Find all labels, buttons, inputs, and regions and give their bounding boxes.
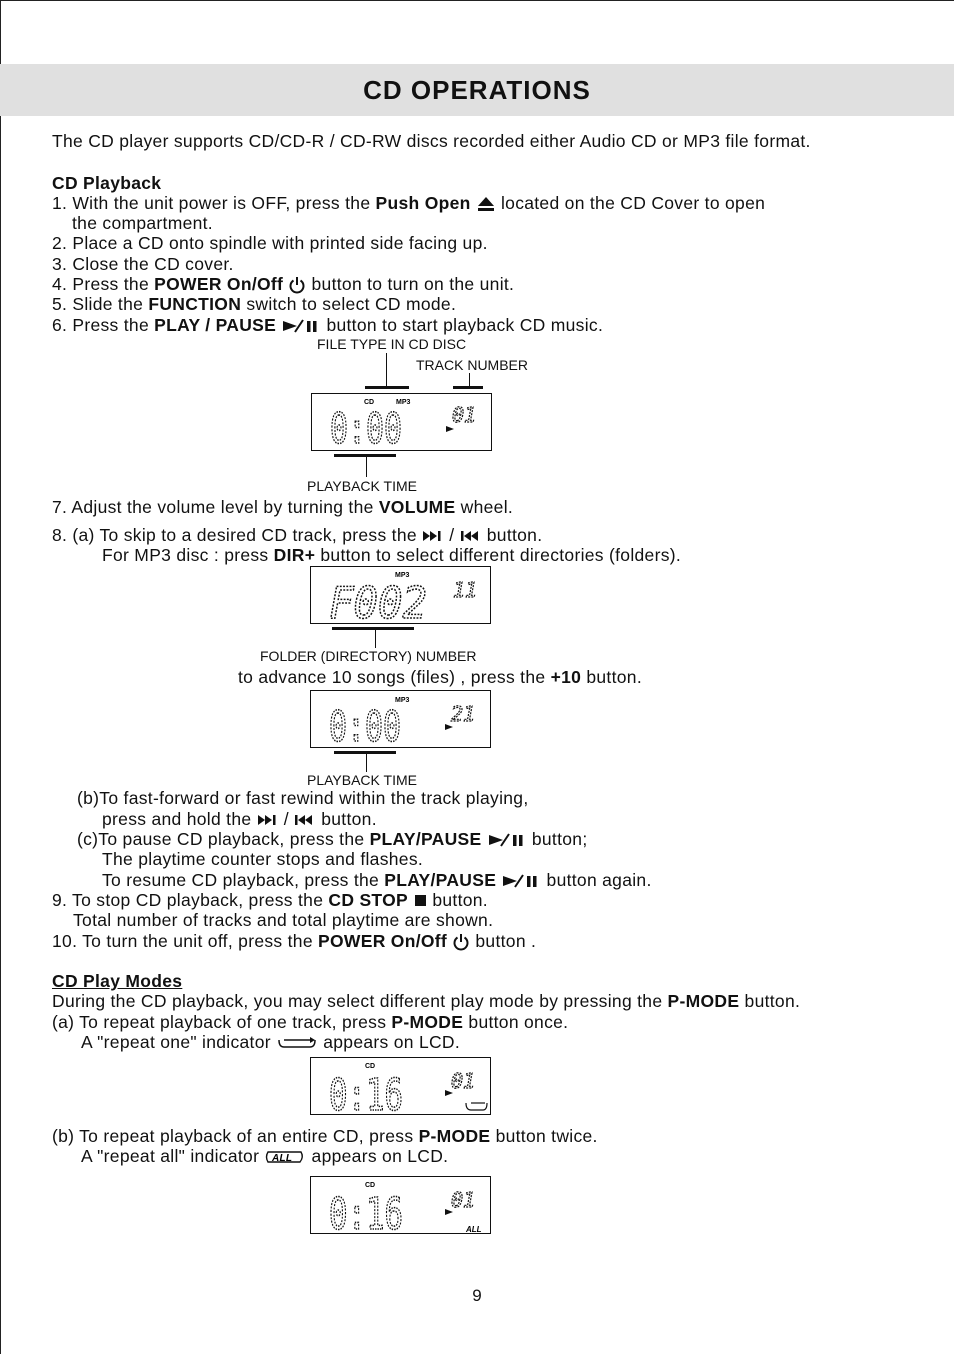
step-8c-resume xyxy=(102,870,652,890)
step-7-text: 7. Adjust the volume level by turning the xyxy=(52,497,374,517)
lcd2-ind-mp3: MP3 xyxy=(395,572,410,579)
step-10-text-end: button . xyxy=(475,931,537,951)
step-9-text: 9. To stop CD playback, press the xyxy=(52,890,324,910)
folder-bar xyxy=(332,627,414,630)
step-10-text: 10. To turn the unit off, press the xyxy=(52,931,313,951)
lcd2-main-digits: F002 xyxy=(329,578,427,625)
lcd-display-5 xyxy=(310,1176,491,1234)
lcd3-ind-mp3: MP3 xyxy=(395,697,410,704)
step-5-text-end: switch to select CD mode. xyxy=(246,294,457,314)
step-6-text: 6. Press the xyxy=(52,315,149,335)
lcd-display-3 xyxy=(310,690,491,748)
power-icon xyxy=(288,276,306,294)
modes-intro-text-end: button. xyxy=(744,991,801,1011)
dir-text-end: button to select different directories (folders). xyxy=(320,545,682,565)
mode-a-indicator xyxy=(81,1032,460,1052)
track-bar xyxy=(453,386,483,389)
cd-stop-label: CD STOP xyxy=(328,890,408,910)
play-pause-icon xyxy=(501,873,541,889)
repeat-one-text-end: appears on LCD. xyxy=(323,1032,461,1052)
page-border-top xyxy=(0,0,954,1)
step-2: 2. Place a CD onto spindle with printed side facing up. xyxy=(52,233,488,253)
mode-a-text: (a) To repeat playback of one track, press xyxy=(52,1012,387,1032)
step-8c-text: (c)To pause CD playback, press the xyxy=(77,829,365,849)
step-8a-mp3 xyxy=(102,545,681,565)
mp3-disc-text: For MP3 disc : xyxy=(102,545,220,565)
p-mode-label-2: P-MODE xyxy=(391,1012,464,1032)
lcd5-ind-cd: CD xyxy=(365,1182,376,1189)
step-8-plus10 xyxy=(238,667,642,687)
lcd3-main-digits: 0:00 xyxy=(329,702,401,749)
lcd1-track-digits: 01 xyxy=(452,403,477,427)
step-1 xyxy=(52,193,765,213)
playback-time-label-2: PLAYBACK TIME xyxy=(307,772,417,788)
skip-previous-icon xyxy=(460,529,482,543)
file-type-label: FILE TYPE IN CD DISC xyxy=(317,336,467,352)
mode-b-text: (b) To repeat playback of an entire CD, press xyxy=(52,1126,414,1146)
eject-icon xyxy=(476,195,496,213)
lcd1-ind-cd: CD xyxy=(364,399,375,406)
lcd4-ind-cd: CD xyxy=(365,1063,376,1070)
lcd3-track-digits: 21 xyxy=(451,702,476,726)
arrow-track xyxy=(469,373,470,386)
play-pause-icon xyxy=(487,832,527,848)
arrow-folder xyxy=(375,630,376,648)
skip-next-icon xyxy=(257,813,279,827)
playback-time-bar-2 xyxy=(334,751,396,754)
power-label-2: POWER On/Off xyxy=(318,931,448,951)
step-9-text-end: button. xyxy=(432,890,488,910)
arrow-playback-time xyxy=(366,457,367,477)
lcd-display-4 xyxy=(310,1057,491,1115)
track-number-label: TRACK NUMBER xyxy=(416,357,529,373)
skip-previous-icon xyxy=(294,813,316,827)
repeat-all-icon-text: ALL xyxy=(272,1153,293,1165)
mode-a xyxy=(52,1012,568,1032)
power-label: POWER On/Off xyxy=(154,274,284,294)
step-5 xyxy=(52,294,456,314)
play-pause-icon xyxy=(281,318,321,334)
play-pause-label: PLAY / PAUSE xyxy=(154,315,277,335)
step-8c-flash: The playtime counter stops and flashes. xyxy=(102,849,424,869)
page-title: CD OPERATIONS xyxy=(363,75,591,105)
lcd-display-2 xyxy=(310,566,491,624)
mode-b-text-end: button twice. xyxy=(495,1126,598,1146)
step-8b-cont: press and hold the / button. xyxy=(102,809,377,829)
step-10 xyxy=(52,931,536,951)
modes-heading: CD Play Modes xyxy=(52,971,183,991)
repeat-all-text: A "repeat all" indicator xyxy=(81,1146,260,1166)
step-5-text: 5. Slide the xyxy=(52,294,144,314)
mode-b-indicator xyxy=(81,1146,448,1166)
lcd5-repeat-all: ALL xyxy=(466,1225,482,1234)
lcd4-main-digits: 0:16 xyxy=(329,1070,403,1116)
step-7-text-end: wheel. xyxy=(460,497,514,517)
mode-a-text-end: button once. xyxy=(468,1012,569,1032)
file-type-bar xyxy=(365,386,409,389)
stop-icon xyxy=(413,894,427,908)
playback-heading: CD Playback xyxy=(52,173,162,193)
repeat-one-text: A "repeat one" indicator xyxy=(81,1032,271,1052)
step-7 xyxy=(52,497,513,517)
step-8a-text: 8. (a) To skip to a desired CD track, press the xyxy=(52,525,417,545)
step-8b: (b)To fast-forward or fast rewind within the track playing, xyxy=(77,788,529,808)
plus10-label: +10 xyxy=(550,667,582,687)
p-mode-label-3: P-MODE xyxy=(418,1126,491,1146)
mode-b xyxy=(52,1126,598,1146)
step-3: 3. Close the CD cover. xyxy=(52,254,234,274)
lcd2-track-digits: 11 xyxy=(453,578,478,602)
section-header xyxy=(0,64,954,116)
resume-text-end: button again. xyxy=(546,870,652,890)
lcd1-main-digits: 0:00 xyxy=(330,404,402,452)
step-8c-text-end: button; xyxy=(531,829,588,849)
play-pause-label-2: PLAY/PAUSE xyxy=(369,829,482,849)
arrow-playback-time-2 xyxy=(366,754,367,772)
lcd1-ind-mp3: MP3 xyxy=(396,399,411,406)
page-border-left xyxy=(0,0,1,1354)
step-8b-text-end: button. xyxy=(321,809,377,829)
lcd5-track-digits: 01 xyxy=(451,1188,476,1212)
step-9 xyxy=(52,890,488,910)
page-number: 9 xyxy=(472,1286,482,1305)
intro-text: The CD player supports CD/CD-R / CD-RW discs recorded either Audio CD or MP3 file format. xyxy=(52,131,811,151)
playback-time-bar xyxy=(334,454,396,457)
lcd5-main-digits: 0:16 xyxy=(329,1189,403,1235)
step-9-cont: Total number of tracks and total playtime are shown. xyxy=(73,910,494,930)
power-icon xyxy=(452,933,470,951)
step-1-text-end: located on the CD Cover to open xyxy=(500,193,766,213)
lcd4-track-digits: 01 xyxy=(451,1069,476,1093)
volume-label: VOLUME xyxy=(378,497,456,517)
skip-next-icon xyxy=(422,529,444,543)
repeat-all-icon xyxy=(264,1149,306,1165)
modes-intro-text: During the CD playback, you may select different play mode by pressing the xyxy=(52,991,663,1011)
lcd-display-1 xyxy=(311,393,492,451)
step-8a-text-end: button. xyxy=(486,525,543,545)
step-4-text: 4. Press the xyxy=(52,274,149,294)
press-text: press xyxy=(224,545,269,565)
repeat-one-icon xyxy=(276,1036,318,1050)
step-8b-text: press and hold the xyxy=(102,809,252,829)
lcd4-repeat-one-icon xyxy=(466,1103,487,1110)
step-8a: 8. (a) To skip to a desired CD track, press the / button. xyxy=(52,525,543,545)
step-1-text: 1. With the unit power is OFF, press the xyxy=(52,193,371,213)
step-6-text-end: button to start playback CD music. xyxy=(326,315,604,335)
function-label: FUNCTION xyxy=(148,294,242,314)
play-pause-label-3: PLAY/PAUSE xyxy=(384,870,497,890)
plus10-text: to advance 10 songs (files) , press the xyxy=(238,667,546,687)
modes-intro xyxy=(52,991,800,1011)
playback-time-label: PLAYBACK TIME xyxy=(307,478,417,494)
step-4 xyxy=(52,274,514,294)
plus10-text-end: button. xyxy=(586,667,642,687)
step-1-cont: the compartment. xyxy=(72,213,213,233)
dir-plus-label: DIR+ xyxy=(273,545,316,565)
step-4-text-end: button to turn on the unit. xyxy=(311,274,515,294)
push-open-label: Push Open xyxy=(375,193,471,213)
resume-text: To resume CD playback, press the xyxy=(102,870,380,890)
step-6 xyxy=(52,315,603,335)
folder-number-label: FOLDER (DIRECTORY) NUMBER xyxy=(260,648,477,664)
arrow-file-type xyxy=(386,353,387,386)
p-mode-label: P-MODE xyxy=(667,991,740,1011)
repeat-all-text-end: appears on LCD. xyxy=(311,1146,449,1166)
step-8c xyxy=(77,829,587,849)
